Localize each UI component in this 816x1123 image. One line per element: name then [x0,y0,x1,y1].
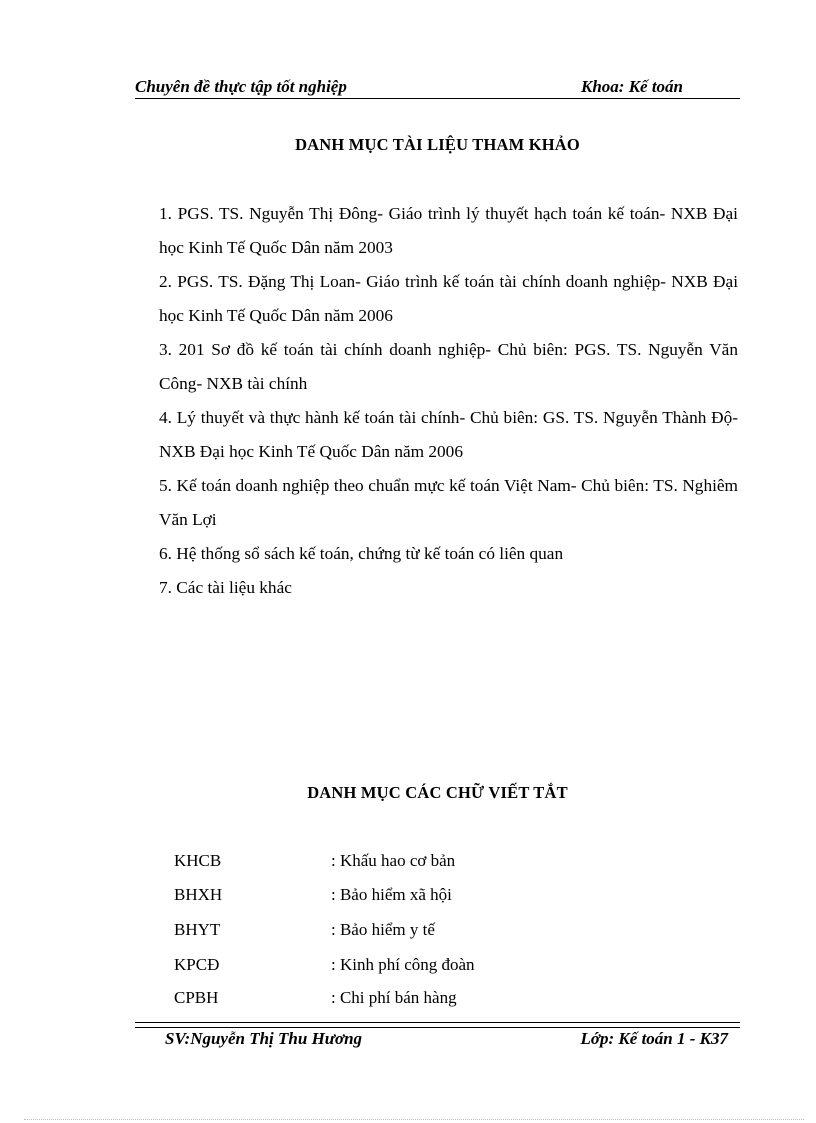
reference-item-7: 7. Các tài liệu khác [159,578,292,597]
header-department: Khoa: Kế toán [581,77,684,96]
abbreviation-code: BHYT [174,920,221,939]
abbreviation-code: BHXH [174,885,223,904]
reference-item-6: 6. Hệ thống sổ sách kế toán, chứng từ kế toán có liên quan [159,544,564,563]
reference-item-3: 3. 201 Sơ đồ kế toán tài chính doanh nghiệp- Chủ biên: PGS. TS. Nguyễn Văn Công- NXB tài chính [159,340,738,393]
reference-item-2: 2. PGS. TS. Đặng Thị Loan- Giáo trình kế toán tài chính doanh nghiệp- NXB Đại học Kinh Tế Quốc Dân năm 2006 [159,272,738,325]
page-header [135,76,740,99]
abbreviation-meaning: : Bảo hiểm xã hội [331,885,452,904]
abbreviations-title: DANH MỤC CÁC CHỮ VIẾT TẮT [307,783,568,802]
reference-item-1: 1. PGS. TS. Nguyễn Thị Đông- Giáo trình lý thuyết hạch toán kế toán- NXB Đại học Kinh Tế Quốc Dân năm 2003 [159,204,738,257]
abbreviation-row [0,955,816,979]
reference-item-5: 5. Kế toán doanh nghiệp theo chuẩn mực kế toán Việt Nam- Chủ biên: TS. Nghiêm Văn Lợi [159,476,738,529]
abbreviation-meaning: : Chi phí bán hàng [331,988,457,1007]
references-list [159,197,738,605]
abbreviation-row [0,988,816,1012]
abbreviation-code: KPCĐ [174,955,220,974]
abbreviation-row [0,885,816,909]
abbreviation-code: CPBH [174,988,219,1007]
footer-student-name: SV:Nguyễn Thị Thu Hương [165,1029,363,1048]
footer-divider [135,1022,740,1028]
references-title: DANH MỤC TÀI LIỆU THAM KHẢO [295,135,580,154]
page-footer [135,1029,740,1051]
footer-class: Lớp: Kế toán 1 - K37 [580,1029,728,1048]
abbreviation-meaning: : Khấu hao cơ bản [331,851,456,870]
abbreviation-row [0,851,816,875]
header-course-title: Chuyên đề thực tập tốt nghiệp [135,77,347,96]
abbreviation-row [0,920,816,944]
abbreviation-meaning: : Bảo hiểm y tế [331,920,435,939]
page-bottom-edge [24,1119,804,1120]
abbreviation-code: KHCB [174,851,222,870]
abbreviation-meaning: : Kinh phí công đoàn [331,955,475,974]
reference-item-4: 4. Lý thuyết và thực hành kế toán tài chính- Chủ biên: GS. TS. Nguyễn Thành Độ- NXB Đại học Kinh Tế Quốc Dân năm 2006 [159,408,738,461]
